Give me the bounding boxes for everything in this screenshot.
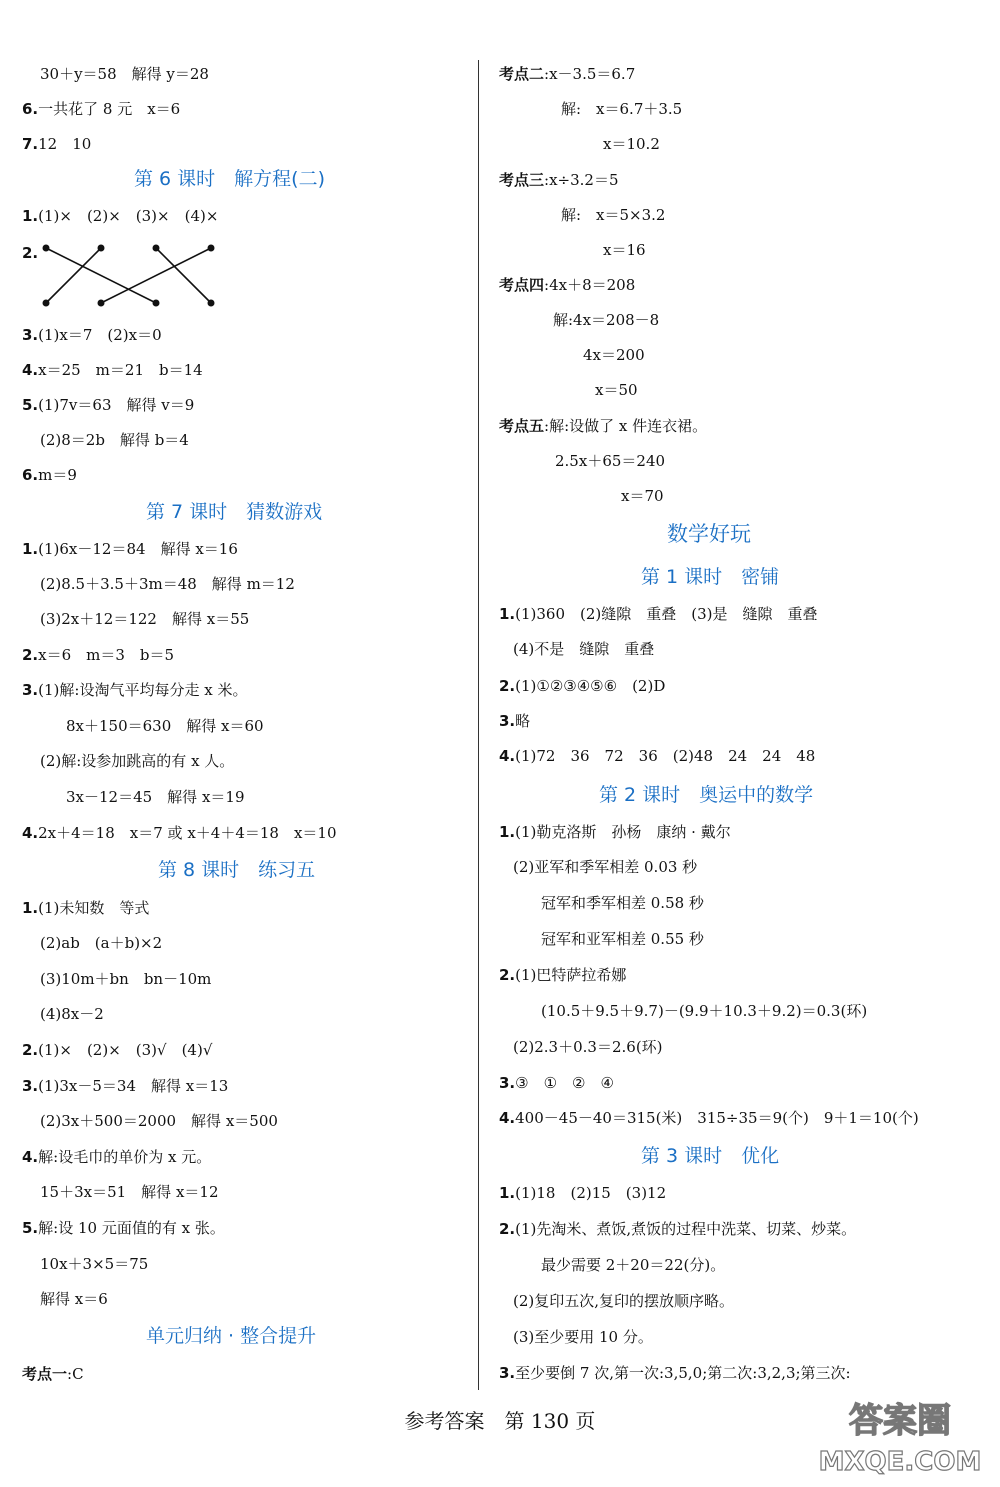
answer-text: (1)× (2)× (3)× (4)×: [38, 207, 219, 225]
answer-line: [499, 1108, 919, 1128]
answer-text: (1)× (2)× (3)√ (4)√: [38, 1041, 213, 1059]
answer-number: 1.: [22, 207, 39, 225]
answer-line: [499, 275, 635, 295]
answer-number: 考点三: [499, 171, 545, 189]
answer-line: [499, 965, 626, 985]
answer-text: (1)解:设淘气平均每分走 x 米。: [38, 681, 248, 699]
answer-text: 10x＋3×5＝75: [40, 1255, 149, 1273]
answer-text: (10.5＋9.5＋9.7)－(9.9＋10.3＋9.2)＝0.3(环): [541, 1002, 868, 1020]
answer-line: [541, 1255, 725, 1275]
svg-text:MXQE.COM: MXQE.COM: [818, 1447, 982, 1477]
answer-line: [40, 1111, 278, 1131]
answer-line: [541, 1001, 867, 1021]
answer-line: [22, 539, 238, 559]
answer-number: 考点二: [499, 65, 545, 83]
answer-number: 3.: [22, 681, 39, 699]
answer-text: x＝25 m＝21 b＝14: [38, 361, 203, 379]
answer-line: [22, 645, 174, 665]
answer-number: 1.: [22, 540, 39, 558]
answer-line: [22, 1147, 211, 1167]
answer-line: [553, 310, 659, 330]
answer-text: 至少要倒 7 次,第一次:3,5,0;第二次:3,2,3;第三次:: [515, 1364, 851, 1382]
answer-line: [499, 64, 635, 84]
answer-text: (1)x＝7 (2)x＝0: [38, 326, 162, 344]
answer-line: [541, 929, 704, 949]
answer-number: 3.: [22, 326, 39, 344]
answer-text: 解得 x＝6: [40, 1290, 108, 1308]
answer-text: (1)未知数 等式: [38, 899, 150, 917]
answer-number: 1.: [22, 899, 39, 917]
answer-text: (2)3x＋500＝2000 解得 x＝500: [40, 1112, 278, 1130]
answer-text: 2.5x＋65＝240: [555, 452, 666, 470]
answer-line: [499, 416, 707, 436]
answer-text: 解: x＝5×3.2: [561, 206, 666, 224]
answer-line: [22, 99, 180, 119]
answer-line: [499, 676, 665, 696]
answer-text: (1)360 (2)缝隙 重叠 (3)是 缝隙 重叠: [515, 605, 818, 623]
answer-number: 1.: [499, 605, 516, 623]
answer-line: [499, 170, 619, 190]
answer-text: (1)巴特萨拉希娜: [515, 966, 627, 984]
answer-line: [22, 680, 247, 700]
answer-number: 2.: [22, 1041, 39, 1059]
answer-line: [561, 99, 682, 119]
answer-text: 8x＋150＝630 解得 x＝60: [66, 717, 264, 735]
answer-line: [513, 639, 654, 659]
answer-number: 5.: [22, 1219, 39, 1237]
answer-text: :解:设做了 x 件连衣裙。: [544, 417, 708, 435]
answer-number: 1.: [499, 1184, 516, 1202]
answer-text: (3)2x＋12＝122 解得 x＝55: [40, 610, 250, 628]
answer-number: 6.: [22, 466, 39, 484]
answer-line: [22, 360, 203, 380]
answer-text: (1)7v＝63 解得 v＝9: [38, 396, 195, 414]
answer-line: [22, 206, 218, 226]
answer-line: [40, 574, 295, 594]
answer-text: :C: [67, 1365, 84, 1383]
answer-text: (2)8＝2b 解得 b＝4: [40, 431, 189, 449]
answer-line: [40, 64, 209, 84]
answer-text: x＝10.2: [603, 135, 660, 153]
answer-line: [40, 609, 249, 629]
answer-line: [595, 380, 638, 400]
answer-number: 4.: [499, 1109, 516, 1127]
answer-line: [22, 134, 91, 154]
answer-number: 2.: [499, 677, 516, 695]
answer-number: 4.: [22, 1148, 39, 1166]
answer-text: 12 10: [38, 135, 92, 153]
answer-number: 3.: [22, 1077, 39, 1095]
answer-number: 考点四: [499, 276, 545, 294]
page-footer: 参考答案 第 130 页: [404, 1409, 596, 1433]
section-heading: 第 2 课时 奥运中的数学: [599, 784, 814, 806]
answer-text: :x－3.5＝6.7: [544, 65, 636, 83]
answer-text: (2)复印五次,复印的摆放顺序略。: [513, 1292, 735, 1310]
answer-line: [22, 1218, 225, 1238]
watermark-logo: [810, 1390, 990, 1480]
answer-number: 1.: [499, 823, 516, 841]
answer-line: [66, 787, 245, 807]
section-heading: 第 8 课时 练习五: [158, 859, 316, 881]
svg-text:答案圈: 答案圈: [849, 1401, 951, 1441]
answer-line: [40, 1289, 108, 1309]
answer-number: 3.: [499, 1074, 516, 1092]
answer-line: [40, 430, 189, 450]
answer-line: [66, 716, 264, 736]
answer-text: (2)解:设参加跳高的有 x 人。: [40, 752, 235, 770]
answer-text: 解: x＝6.7＋3.5: [561, 100, 683, 118]
answer-text: (2)2.3＋0.3＝2.6(环): [513, 1038, 663, 1056]
section-heading: 第 6 课时 解方程(二): [134, 168, 325, 190]
section-heading: 第 7 课时 猜数游戏: [146, 501, 323, 523]
answer-line: [22, 898, 149, 918]
answer-text: (1)3x－5＝34 解得 x＝13: [38, 1077, 229, 1095]
answer-text: x＝70: [621, 487, 664, 505]
answer-line: [40, 751, 234, 771]
answer-line: [561, 205, 665, 225]
answer-text: 4x＝200: [583, 346, 645, 364]
answer-line: [22, 465, 77, 485]
answer-text: (3)至少要用 10 分。: [513, 1328, 653, 1346]
answer-text: (1)72 36 72 36 (2)48 24 24 48: [515, 747, 816, 765]
answer-text: 解:4x＝208－8: [553, 311, 660, 329]
answer-text: (1)先淘米、煮饭,煮饭的过程中洗菜、切菜、炒菜。: [515, 1220, 857, 1238]
section-heading: 第 1 课时 密铺: [641, 566, 780, 588]
answer-line: [603, 134, 660, 154]
answer-number: 3.: [499, 712, 516, 730]
answer-text: 400－45－40＝315(米) 315÷35＝9(个) 9＋1＝10(个): [515, 1109, 919, 1127]
answer-line: [40, 1004, 104, 1024]
answer-line: [40, 933, 162, 953]
answer-text: 冠军和亚军相差 0.55 秒: [541, 930, 704, 948]
answer-text: :x÷3.2＝5: [544, 171, 619, 189]
answer-text: (3)10m＋bn bn－10m: [40, 970, 212, 988]
answer-text: (4)8x－2: [40, 1005, 104, 1023]
answer-number: 考点一: [22, 1365, 68, 1383]
section-heading: 单元归纳 · 整合提升: [146, 1325, 317, 1347]
answer-line: [22, 1040, 212, 1060]
answer-line: [22, 395, 194, 415]
answer-text: x＝16: [603, 241, 646, 259]
answer-line: [499, 1183, 666, 1203]
answer-text: 冠军和季军相差 0.58 秒: [541, 894, 704, 912]
answer-number: 2.: [22, 646, 39, 664]
answer-line: [499, 1363, 851, 1383]
answer-line: [513, 857, 697, 877]
answer-text: :4x＋8＝208: [544, 276, 636, 294]
answer-text: (1)①②③④⑤⑥ (2)D: [515, 677, 666, 695]
answer-text: 一共花了 8 元 x＝6: [38, 100, 181, 118]
answer-number: 4.: [22, 824, 39, 842]
answer-line: [499, 1073, 614, 1093]
answer-number: 4.: [22, 361, 39, 379]
answer-text: (2)ab (a＋b)×2: [40, 934, 163, 952]
answer-line: [499, 604, 818, 624]
answer-number: 2.: [22, 244, 39, 262]
answer-line: [22, 243, 38, 263]
answer-number: 2.: [499, 1220, 516, 1238]
answer-line: [22, 823, 337, 843]
answer-line: [22, 1076, 228, 1096]
answer-line: [499, 822, 731, 842]
answer-line: [40, 969, 211, 989]
answer-text: m＝9: [38, 466, 77, 484]
answer-text: 15＋3x＝51 解得 x＝12: [40, 1183, 219, 1201]
answer-text: (2)8.5＋3.5＋3m＝48 解得 m＝12: [40, 575, 295, 593]
answer-line: [555, 451, 665, 471]
answer-text: ③ ① ② ④: [515, 1074, 614, 1092]
answer-line: [541, 893, 704, 913]
answer-text: (1)勒克洛斯 孙杨 康纳 · 戴尔: [515, 823, 731, 841]
matching-lines-diagram: [38, 240, 228, 310]
answer-line: [499, 1219, 856, 1239]
answer-line: [621, 486, 664, 506]
section-heading: 第 3 课时 优化: [641, 1145, 780, 1167]
answer-line: [499, 711, 530, 731]
answer-line: [583, 345, 645, 365]
answer-number: 2.: [499, 966, 516, 984]
answer-number: 3.: [499, 1364, 516, 1382]
column-divider: [478, 60, 479, 1390]
answer-text: 2x＋4＝18 x＝7 或 x＋4＋4＝18 x＝10: [38, 824, 337, 842]
answer-line: [40, 1254, 148, 1274]
answer-text: 略: [515, 712, 531, 730]
answer-text: 30＋y＝58 解得 y＝28: [40, 65, 209, 83]
answer-line: [603, 240, 646, 260]
answer-line: [22, 325, 162, 345]
answer-text: 解:设 10 元面值的有 x 张。: [38, 1219, 225, 1237]
answer-text: 3x－12＝45 解得 x＝19: [66, 788, 245, 806]
answer-line: [513, 1037, 663, 1057]
answer-line: [513, 1291, 734, 1311]
answer-number: 6.: [22, 100, 39, 118]
answer-text: (1)6x－12＝84 解得 x＝16: [38, 540, 238, 558]
section-heading: 数学好玩: [667, 522, 751, 546]
answer-number: 5.: [22, 396, 39, 414]
answer-line: [40, 1182, 219, 1202]
answer-line: [499, 746, 815, 766]
answer-text: 最少需要 2＋20＝22(分)。: [541, 1256, 726, 1274]
answer-text: (4)不是 缝隙 重叠: [513, 640, 655, 658]
answer-line: [22, 1364, 84, 1384]
answer-number: 4.: [499, 747, 516, 765]
answer-text: 解:设毛巾的单价为 x 元。: [38, 1148, 212, 1166]
answer-text: (1)18 (2)15 (3)12: [515, 1184, 667, 1202]
answer-number: 考点五: [499, 417, 545, 435]
answer-text: (2)亚军和季军相差 0.03 秒: [513, 858, 698, 876]
answer-text: x＝50: [595, 381, 638, 399]
answer-line: [513, 1327, 653, 1347]
answer-text: x＝6 m＝3 b＝5: [38, 646, 175, 664]
answer-number: 7.: [22, 135, 39, 153]
